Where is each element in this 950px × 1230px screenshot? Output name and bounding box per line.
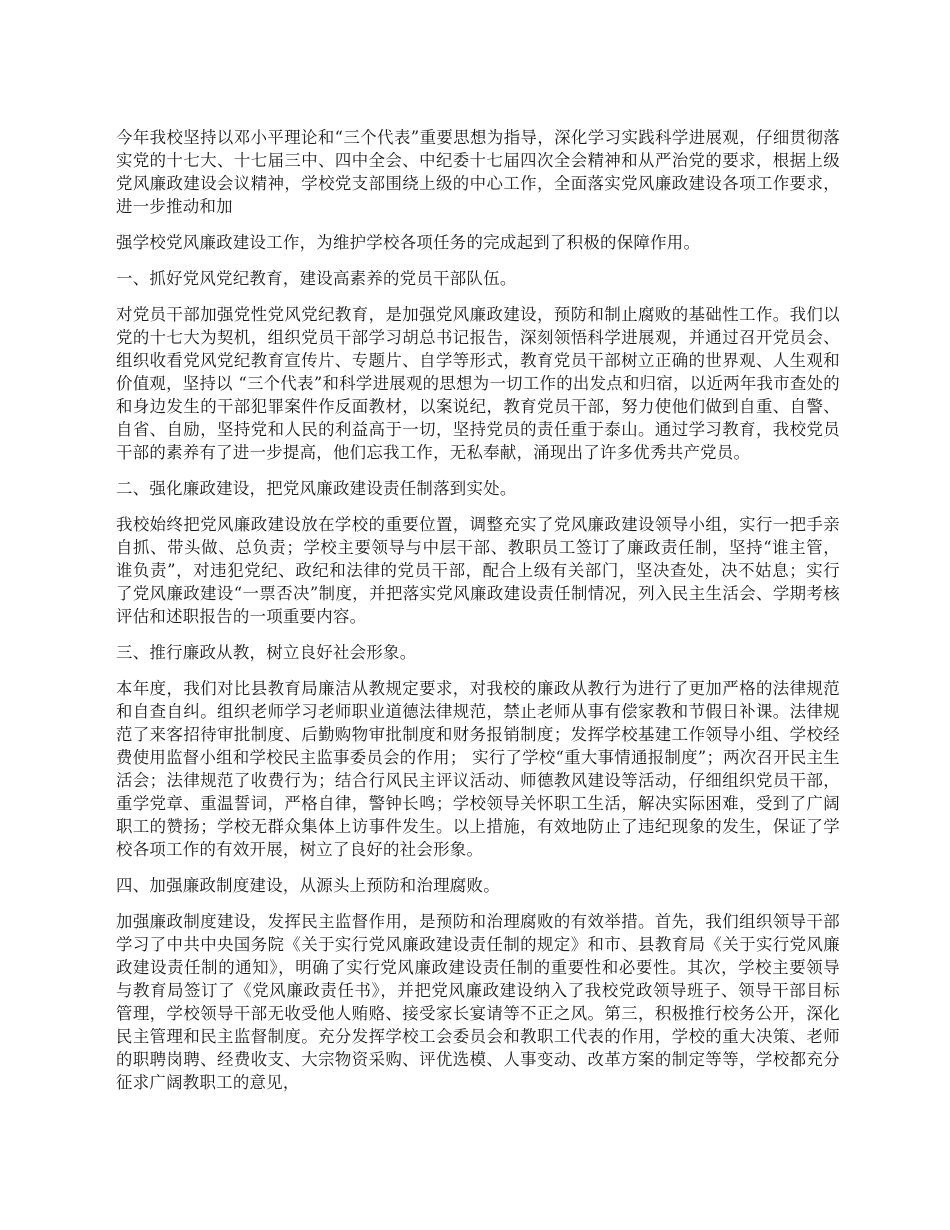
section-heading-4: 四、加强廉政制度建设，从源头上预防和治理腐败。 [116, 876, 500, 895]
intro-paragraph: 今年我校坚持以邓小平理论和“三个代表”重要思想为指导，深化学习实践科学进展观，仔细贯彻落实党的十七大、十七届三中、四中全会、中纪委十七届四次全会精神和从严治党的要求，根据上级党风廉政建设会议精神，学校党支部围绕上级的中心工作，全面落实党风廉政建设各项工作要求，进一步推动和加 [116, 128, 840, 216]
intro-continuation-paragraph: 强学校党风廉政建设工作，为维护学校各项任务的完成起到了积极的保障作用。 [116, 233, 701, 252]
section-body-3: 本年度，我们对比县教育局廉洁从教规定要求，对我校的廉政从教行为进行了更加严格的法律规范和自查自纠。组织老师学习老师职业道德法律规范，禁止老师从事有偿家教和节假日补课。法律规范了来客招待审批制度、后勤购物审批制度和财务报销制度；发挥学校基建工作领导小组、学校经费使用监督小组和学校民主监事委员会的作用； 实行了学校“重大事情通报制度”；两次召开民主生活会；法律规范了收费行为；结合行风民主评议活动、师德教风建设等活动，仔细组织党员干部，重学党章、重温誓词，严格自律，警钟长鸣；学校领导关怀职工生活，解决实际困难，受到了广阔职工的赞扬；学校无群众集体上访事件发生。以上措施，有效地防止了违纪现象的发生，保证了学校各项工作的有效开展，树立了良好的社会形象。 [116, 679, 840, 859]
section-heading-3: 三、推行廉政从教，树立良好社会形象。 [116, 643, 417, 662]
section-body-1: 对党员干部加强党性党风党纪教育，是加强党风廉政建设，预防和制止腐败的基础性工作。我们以党的十七大为契机，组织党员干部学习胡总书记报告，深刻领悟科学进展观，并通过召开党员会、组织收看党风党纪教育宣传片、专题片、自学等形式，教育党员干部树立正确的世界观、人生观和价值观，坚持以 “三个代表”和科学进展观的思想为一切工作的出发点和归宿，以近两年我市查处的和身边发生的干部犯罪案件作反面教材，以案说纪，教育党员干部，努力使他们做到自重、自警、自省、自励，坚持党和人民的利益高于一切，坚持党员的责任重于泰山。通过学习教育，我校党员干部的素养有了进一步提高，他们忘我工作，无私奉献，涌现出了许多优秀共产党员。 [116, 305, 840, 462]
section-body-2: 我校始终把党风廉政建设放在学校的重要位置，调整充实了党风廉政建设领导小组，实行一把手亲自抓、带头做、总负责；学校主要领导与中层干部、教职员工签订了廉政责任制，坚持“谁主管，谁负责”，对违犯党纪、政纪和法律的党员干部，配合上级有关部门，坚决查处，决不姑息；实行了党风廉政建设“一票否决”制度，并把落实党风廉政建设责任制情况，列入民主生活会、学期考核评估和述职报告的一项重要内容。 [116, 515, 840, 626]
document-page [116, 126, 840, 1107]
section-heading-2: 二、强化廉政建设，把党风廉政建设责任制落到实处。 [116, 479, 517, 498]
section-heading-1: 一、抓好党风党纪教育，建设高素养的党员干部队伍。 [116, 269, 517, 288]
section-body-4: 加强廉政制度建设，发挥民主监督作用，是预防和治理腐败的有效举措。首先，我们组织领导干部学习了中共中央国务院《关于实行党风廉政建设责任制的规定》和市、县教育局《关于实行党风廉政建设责任制的通知》，明确了实行党风廉政建设责任制的重要性和必要性。其次，学校主要领导与教育局签订了《党风廉政责任书》，并把党风廉政建设纳入了我校党政领导班子、领导干部目标管理，学校领导干部无收受他人贿赂、接受家长宴请等不正之风。第三，积极推行校务公开，深化民主管理和民主监督制度。充分发挥学校工会委员会和教职工代表的作用，学校的重大决策、老师的职聘岗聘、经费收支、大宗物资采购、评优选模、人事变动、改革方案的制定等等，学校都充分征求广阔教职工的意见， [116, 912, 840, 1092]
